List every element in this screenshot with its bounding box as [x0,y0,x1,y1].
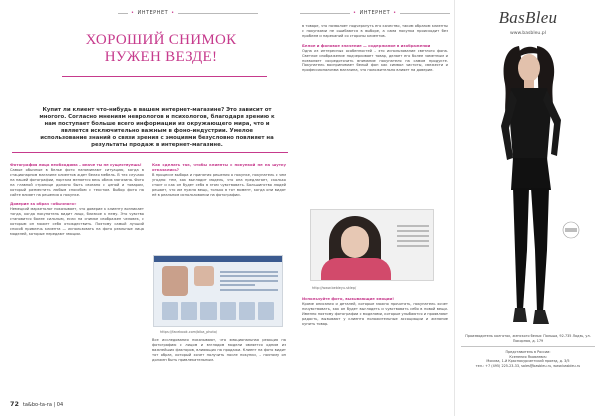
advertisement-page [454,0,600,416]
column-3-subheading-2: Используйте фото, вызывающие эмоции! [302,296,394,301]
column-3-paragraph-1: в товаре, что позволяет подчеркнуть его качество, таким образом клиенты с покупками не ошибаются в выборе, а сама покупка происходит без проблем и нареканий со стороны клиентов. [302,24,448,38]
page-number: 72 [10,400,19,408]
brand-logo: BasBleu [498,8,558,27]
column-1-subheading-1: Фотография лица необходима – иначе ты не существуешь! [10,162,142,167]
rubric-label: ИНТЕРНЕТ [359,10,391,16]
rubric-rule [400,13,450,14]
page-folio [10,400,63,408]
column-2-subheading-1: Как сделать так, чтобы клиенты с покупкой не на шутку отказались? [152,162,286,172]
text-column-3 [302,24,448,73]
title-underline [62,76,267,77]
ad-representative-name: Ксенения Яковлевич [509,354,547,359]
rubric-bullet-icon: • [393,10,397,16]
article-title [46,32,276,67]
magazine-name: ta&bo-ta-ra | 04 [22,402,64,408]
facebook-image-caption: https://facebook.com/biba_photo/ [160,330,218,334]
lead-divider [12,152,288,153]
rubric-bullet-icon: • [171,10,175,16]
column-1-subheading-2: Доверие за образ «обычного» [10,201,77,207]
rubric-rule [300,13,350,14]
brand-url: www.basbleu.pl [509,31,547,36]
ad-representative-label: Представитель в России: [505,350,551,355]
ad-representative-address: Москва, 1-й Краснокурсантский проезд, д. 3/5 [486,359,570,364]
column-3-paragraph-3: Кроме описания и деталей, которые можно прочитать, покупатель хочет почувствовать, как он будет выглядеть и чувствовать себя в новой вещи. Именно поэтому фотографии с моделями, которые улыбаются и проявляют радость, вызывают у клиента положительные ассоциации и желание купить товар. [302,302,448,326]
column-3-paragraph-2: Одна из интересных особенностей – это использование светлого фона. Светлое изображение подчеркивает товар, делает его более заметным и позволяет сосредоточить внимание покупателя на самом продукте. Покупатель воспринимает белый фон как символ чистоты, свежести и профессионализма магазина, что положительно влияет на доверие. [302,48,448,73]
rubric-left [118,10,258,16]
ad-contact-block [461,334,595,369]
model-in-black-tights-image [477,40,587,330]
website-image-caption: http://www.bebleyu.sklep/ [312,286,357,290]
article-title-line-2: НУЖЕН ВЕЗДЕ! [104,49,218,66]
text-column-2 [152,162,286,198]
rubric-rule [118,13,128,14]
rubric-rule [178,13,258,14]
column-1-paragraph-1: Самые обычные в белье фото напоминают ситуацию, когда в стационарном магазине клиентов ждет белая мебель. В тех случаях на нашей фотографии, портала меняется весь облик магазина. Фото на главной странице должно быть связано с ценой и товаром, который разместить любым способом с текстом. Выбор фото на сайте влияет на решения о покупке. [10,168,144,197]
rubric-label: ИНТЕРНЕТ [137,10,169,16]
ad-representative-phone: тел.: +7 (495) 225-23-33, sales@basbleu.ru, www.basbleu.ru [475,363,581,368]
model-website-screenshot-image [310,209,434,281]
text-column-3-continued [302,296,448,327]
column-1-paragraph-2: Немецкий маркетолог показывает, что доверие к клиенту возникает тогда, когда покупатель видит лицо, близкое к нему. Это чувство становится более сильным, если на снимке изображен человек, с которым он может себя отождествить. Поэтому самый лучший способ привлечь клиента — использовать на фото реальные лица моделей, которые передают эмоции. [10,207,144,236]
text-column-2-continued [152,338,286,363]
ad-manufacturer-line: Производитель колготок, женского белья: Польша, 92-735 Лодзь, ул. Покорная, д. 179 [465,334,591,343]
text-column-1 [10,162,144,237]
column-2-paragraph-2: Все исследования показывают, что эмоциональная реакция на фотографию с лицом и взглядом модели является одним из важнейших факторов, влияющих на продажи. Клиент на фото видит тот образ, который хочет получить после покупки, – поэтому он должен быть привлекательным. [152,338,286,362]
column-2-paragraph-1: В процессе выбора и принятия решения о покупке, покупатель с чем угодно: тем, как выглядит модель, что она предлагает, сколько стоит и как он будет себя в этом чувствовать. Большинство людей решает, что им нужна вещь, только в тот момент, когда они видят её в реальном использовании на фотографии. [152,173,286,197]
rubric-right [300,10,450,16]
rubric-bullet-icon: • [353,10,357,16]
article-lead: Купит ли клиент что-нибудь в вашем интернет-магазине? Это зависит от многого. Согласно мнениям неврологов и психологов, благодаря зрению к нам поступает больше всего информации из окружающего мира, что и является исключительно важным в фоно-индустрии. Умелое использование знаний о связи зрения с эмоциями безусловно повлияет на результаты продаж в интернет-магазине. [39,107,275,149]
facebook-screenshot-image [153,255,283,327]
column-3-subheading-1: Белое и фоновое значение — содержание в изображении [302,42,431,48]
article-title-line-1: ХОРОШИЙ СНИМОК [85,32,237,48]
rubric-bullet-icon: • [131,10,135,16]
